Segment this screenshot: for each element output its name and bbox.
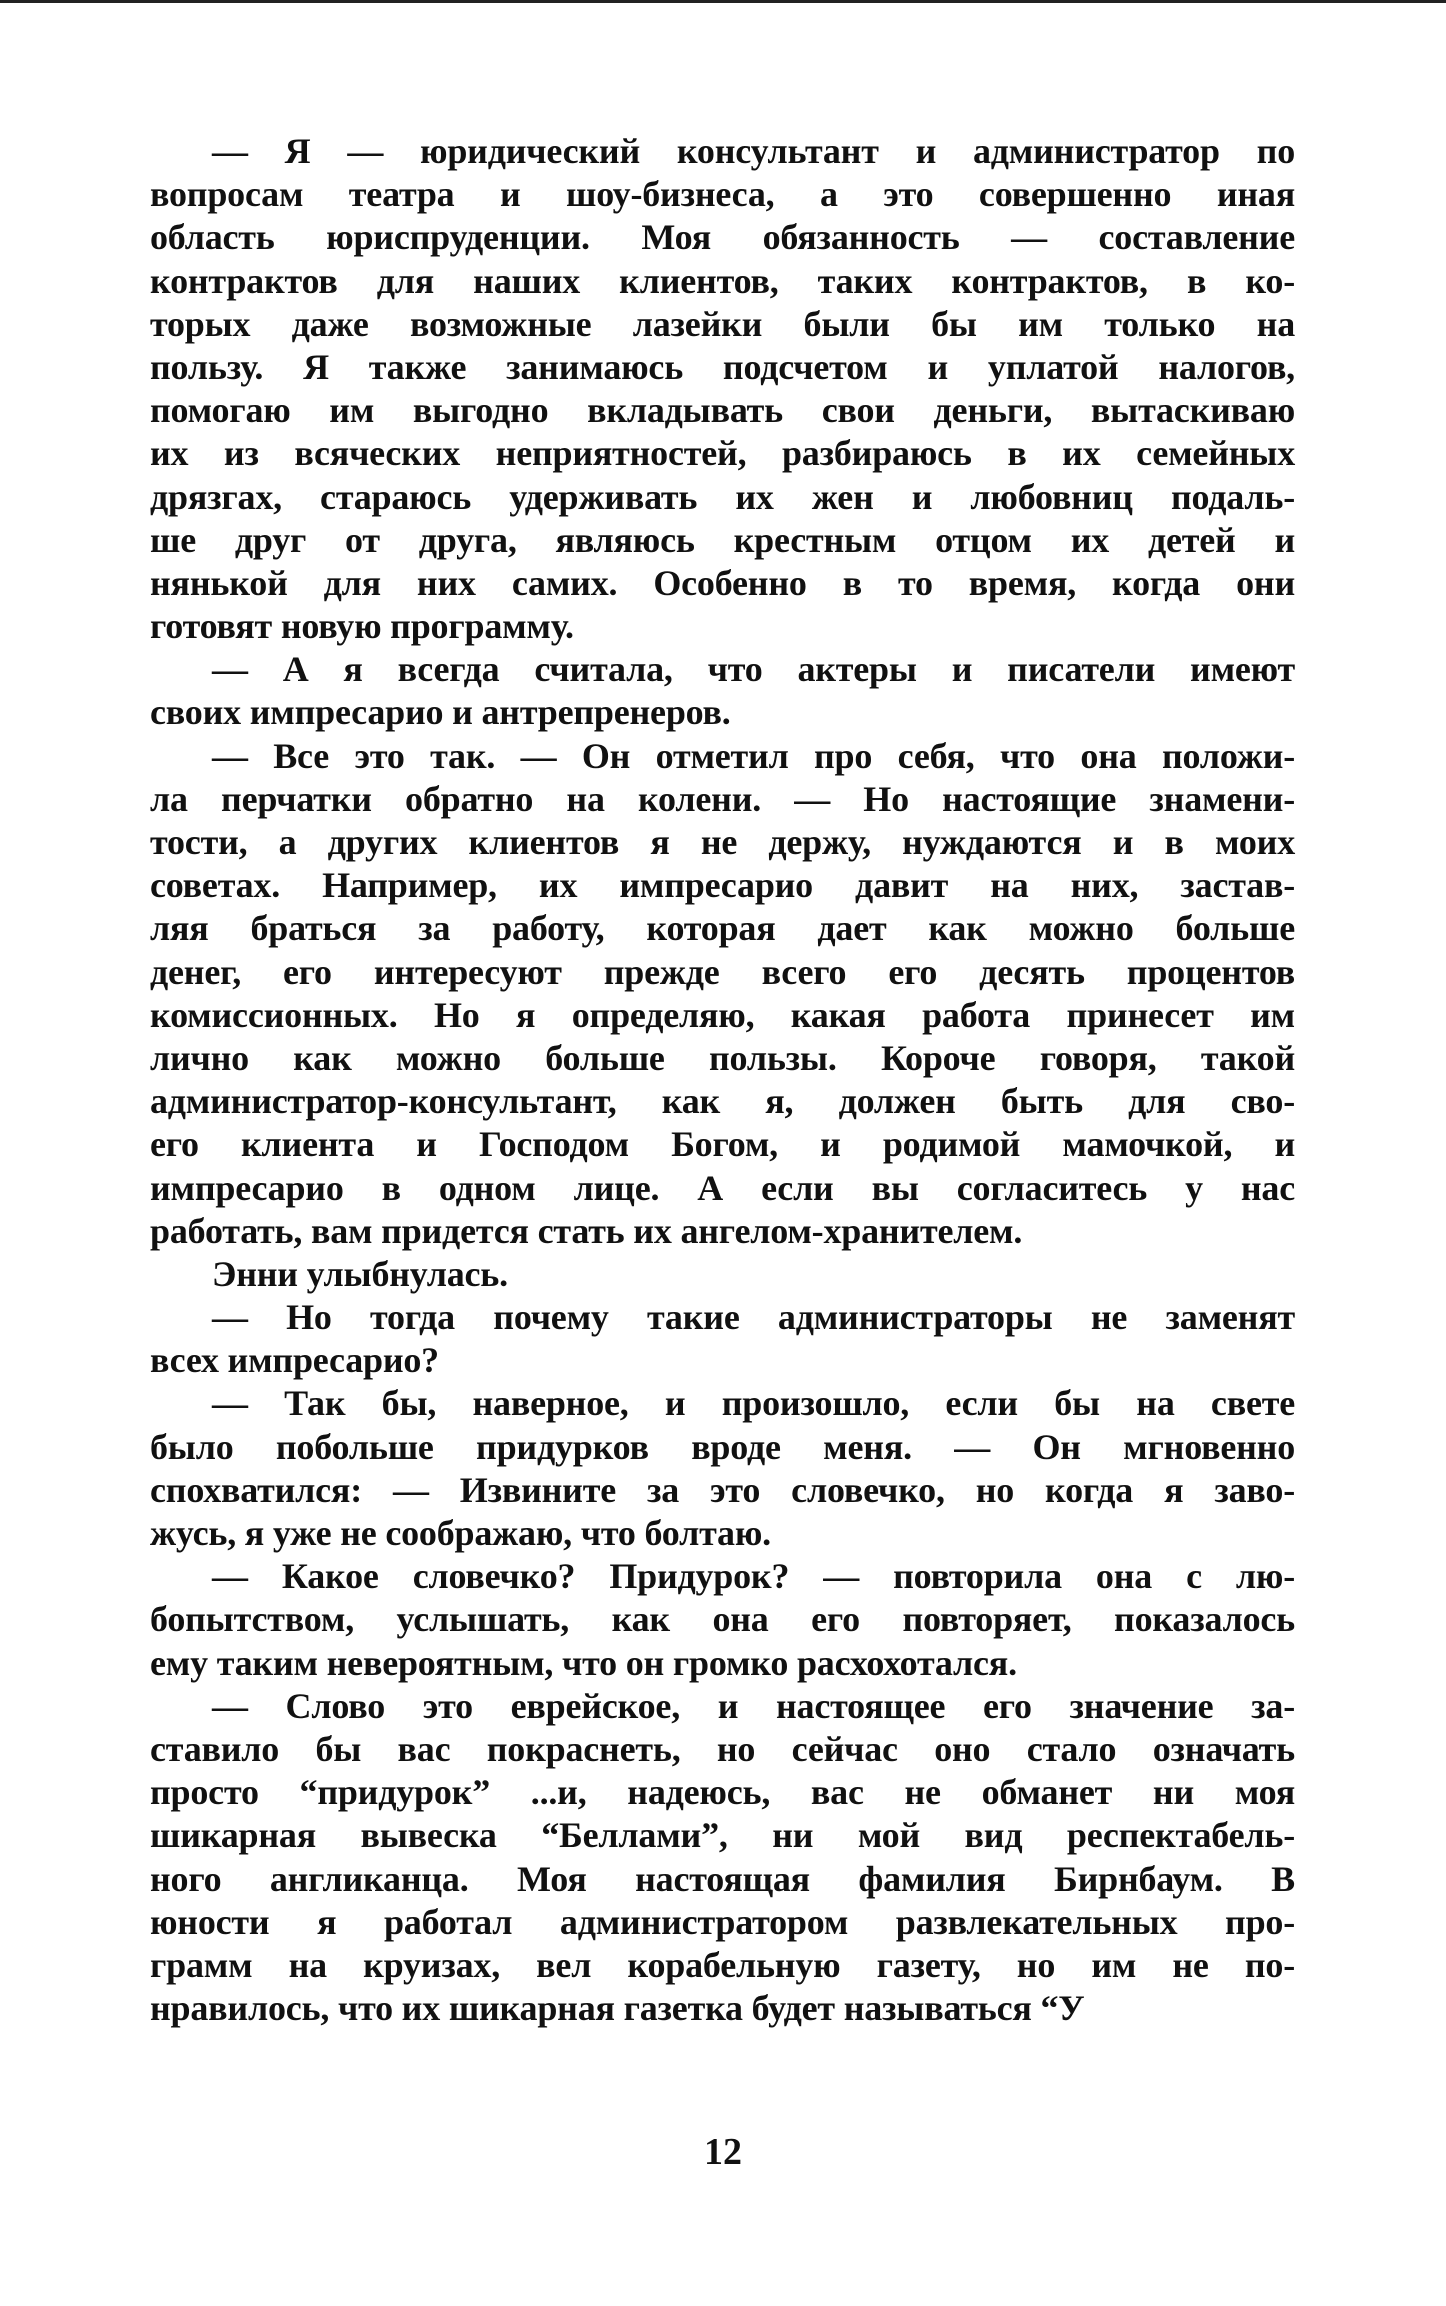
text-line: своих импресарио и антрепренеров. (150, 692, 731, 733)
text-line: ему таким невероятным, что он громко расхохотался. (150, 1642, 1017, 1683)
text-line: ше друг от друга, являюсь крестным отцом их детей и (150, 519, 1295, 560)
text-line: ла перчатки обратно на колени. — Но настоящие знамени- (150, 778, 1295, 819)
text-line: было побольше придурков вроде меня. — Он мгновенно (150, 1426, 1295, 1467)
text-line: дрязгах, стараюсь удерживать их жен и любовниц подаль- (150, 476, 1295, 517)
top-border-line (0, 0, 1446, 3)
text-line: работать, вам придется стать их ангелом-хранителем. (150, 1210, 1023, 1251)
text-line: шикарная вывеска “Беллами”, ни мой вид респектабель- (150, 1815, 1295, 1856)
text-line: их из всяческих неприятностей, разбираюсь в их семейных (150, 433, 1295, 474)
text-line: всех импресарио? (150, 1340, 439, 1381)
text-line: ного англиканца. Моя настоящая фамилия Бирнбаум. В (150, 1858, 1295, 1899)
text-line: готовят новую программу. (150, 606, 574, 647)
text-line: — Но тогда почему такие администраторы не заменят (212, 1297, 1295, 1338)
text-line: Энни улыбнулась. (212, 1253, 508, 1294)
text-line: бопытством, услышать, как она его повторяет, показалось (150, 1599, 1295, 1640)
paragraph (150, 1253, 1295, 1296)
text-line: торых даже возможные лазейки были бы им только на (150, 303, 1295, 344)
text-line: — А я всегда считала, что актеры и писатели имеют (212, 649, 1295, 690)
text-line: нянькой для них самих. Особенно в то время, когда они (150, 562, 1295, 603)
text-line: его клиента и Господом Богом, и родимой мамочкой, и (150, 1124, 1295, 1165)
text-line: вопросам театра и шоу-бизнеса, а это совершенно иная (150, 174, 1295, 215)
text-line: ляя браться за работу, которая дает как можно больше (150, 908, 1295, 949)
text-line: советах. Например, их импресарио давит на них, застав- (150, 865, 1295, 906)
text-line: — Так бы, наверное, и произошло, если бы на свете (212, 1383, 1295, 1424)
text-line: — Я — юридический консультант и администратор по (212, 131, 1295, 171)
text-line: тости, а других клиентов я не держу, нуждаются и в моих (150, 822, 1295, 862)
text-line: комиссионных. Но я определяю, какая работа принесет им (150, 994, 1295, 1035)
text-line: администратор-консультант, как я, должен быть для сво- (150, 1081, 1295, 1122)
paragraph (150, 1296, 1295, 1382)
text-line: спохватился: — Извините за это словечко, но когда я заво- (150, 1469, 1295, 1510)
page-text-body (150, 130, 1295, 2030)
paragraph (150, 1382, 1295, 1555)
paragraph (150, 648, 1295, 734)
text-line: ставило бы вас покраснеть, но сейчас оно стало означать (150, 1728, 1295, 1769)
text-line: — Все это так. — Он отметил про себя, что она положи- (212, 735, 1295, 776)
text-line: — Слово это еврейское, и настоящее его значение за- (212, 1685, 1295, 1726)
paragraph (150, 1685, 1295, 2031)
text-line: нравилось, что их шикарная газетка будет называться “У (150, 1988, 1085, 2029)
paragraph (150, 1555, 1295, 1685)
text-line: жусь, я уже не соображаю, что болтаю. (150, 1513, 771, 1553)
page-number: 12 (704, 2131, 742, 2173)
paragraph (150, 130, 1295, 648)
text-line: контрактов для наших клиентов, таких контрактов, в ко- (150, 260, 1295, 301)
text-line: пользу. Я также занимаюсь подсчетом и уплатой налогов, (150, 346, 1295, 387)
text-line: — Какое словечко? Придурок? — повторила она с лю- (212, 1556, 1295, 1597)
paragraph (150, 735, 1295, 1253)
text-line: денег, его интересуют прежде всего его десять процентов (150, 951, 1295, 992)
text-line: грамм на круизах, вел корабельную газету, но им не по- (150, 1944, 1295, 1985)
text-line: просто “придурок” ...и, надеюсь, вас не обманет ни моя (150, 1772, 1295, 1813)
text-line: импресарио в одном лице. А если вы согласитесь у нас (150, 1167, 1295, 1208)
text-line: юности я работал администратором развлекательных про- (150, 1901, 1295, 1942)
text-line: лично как можно больше пользы. Короче говоря, такой (150, 1037, 1295, 1078)
text-line: помогаю им выгодно вкладывать свои деньги, вытаскиваю (150, 390, 1295, 431)
text-line: область юриспруденции. Моя обязанность — составление (150, 217, 1295, 258)
